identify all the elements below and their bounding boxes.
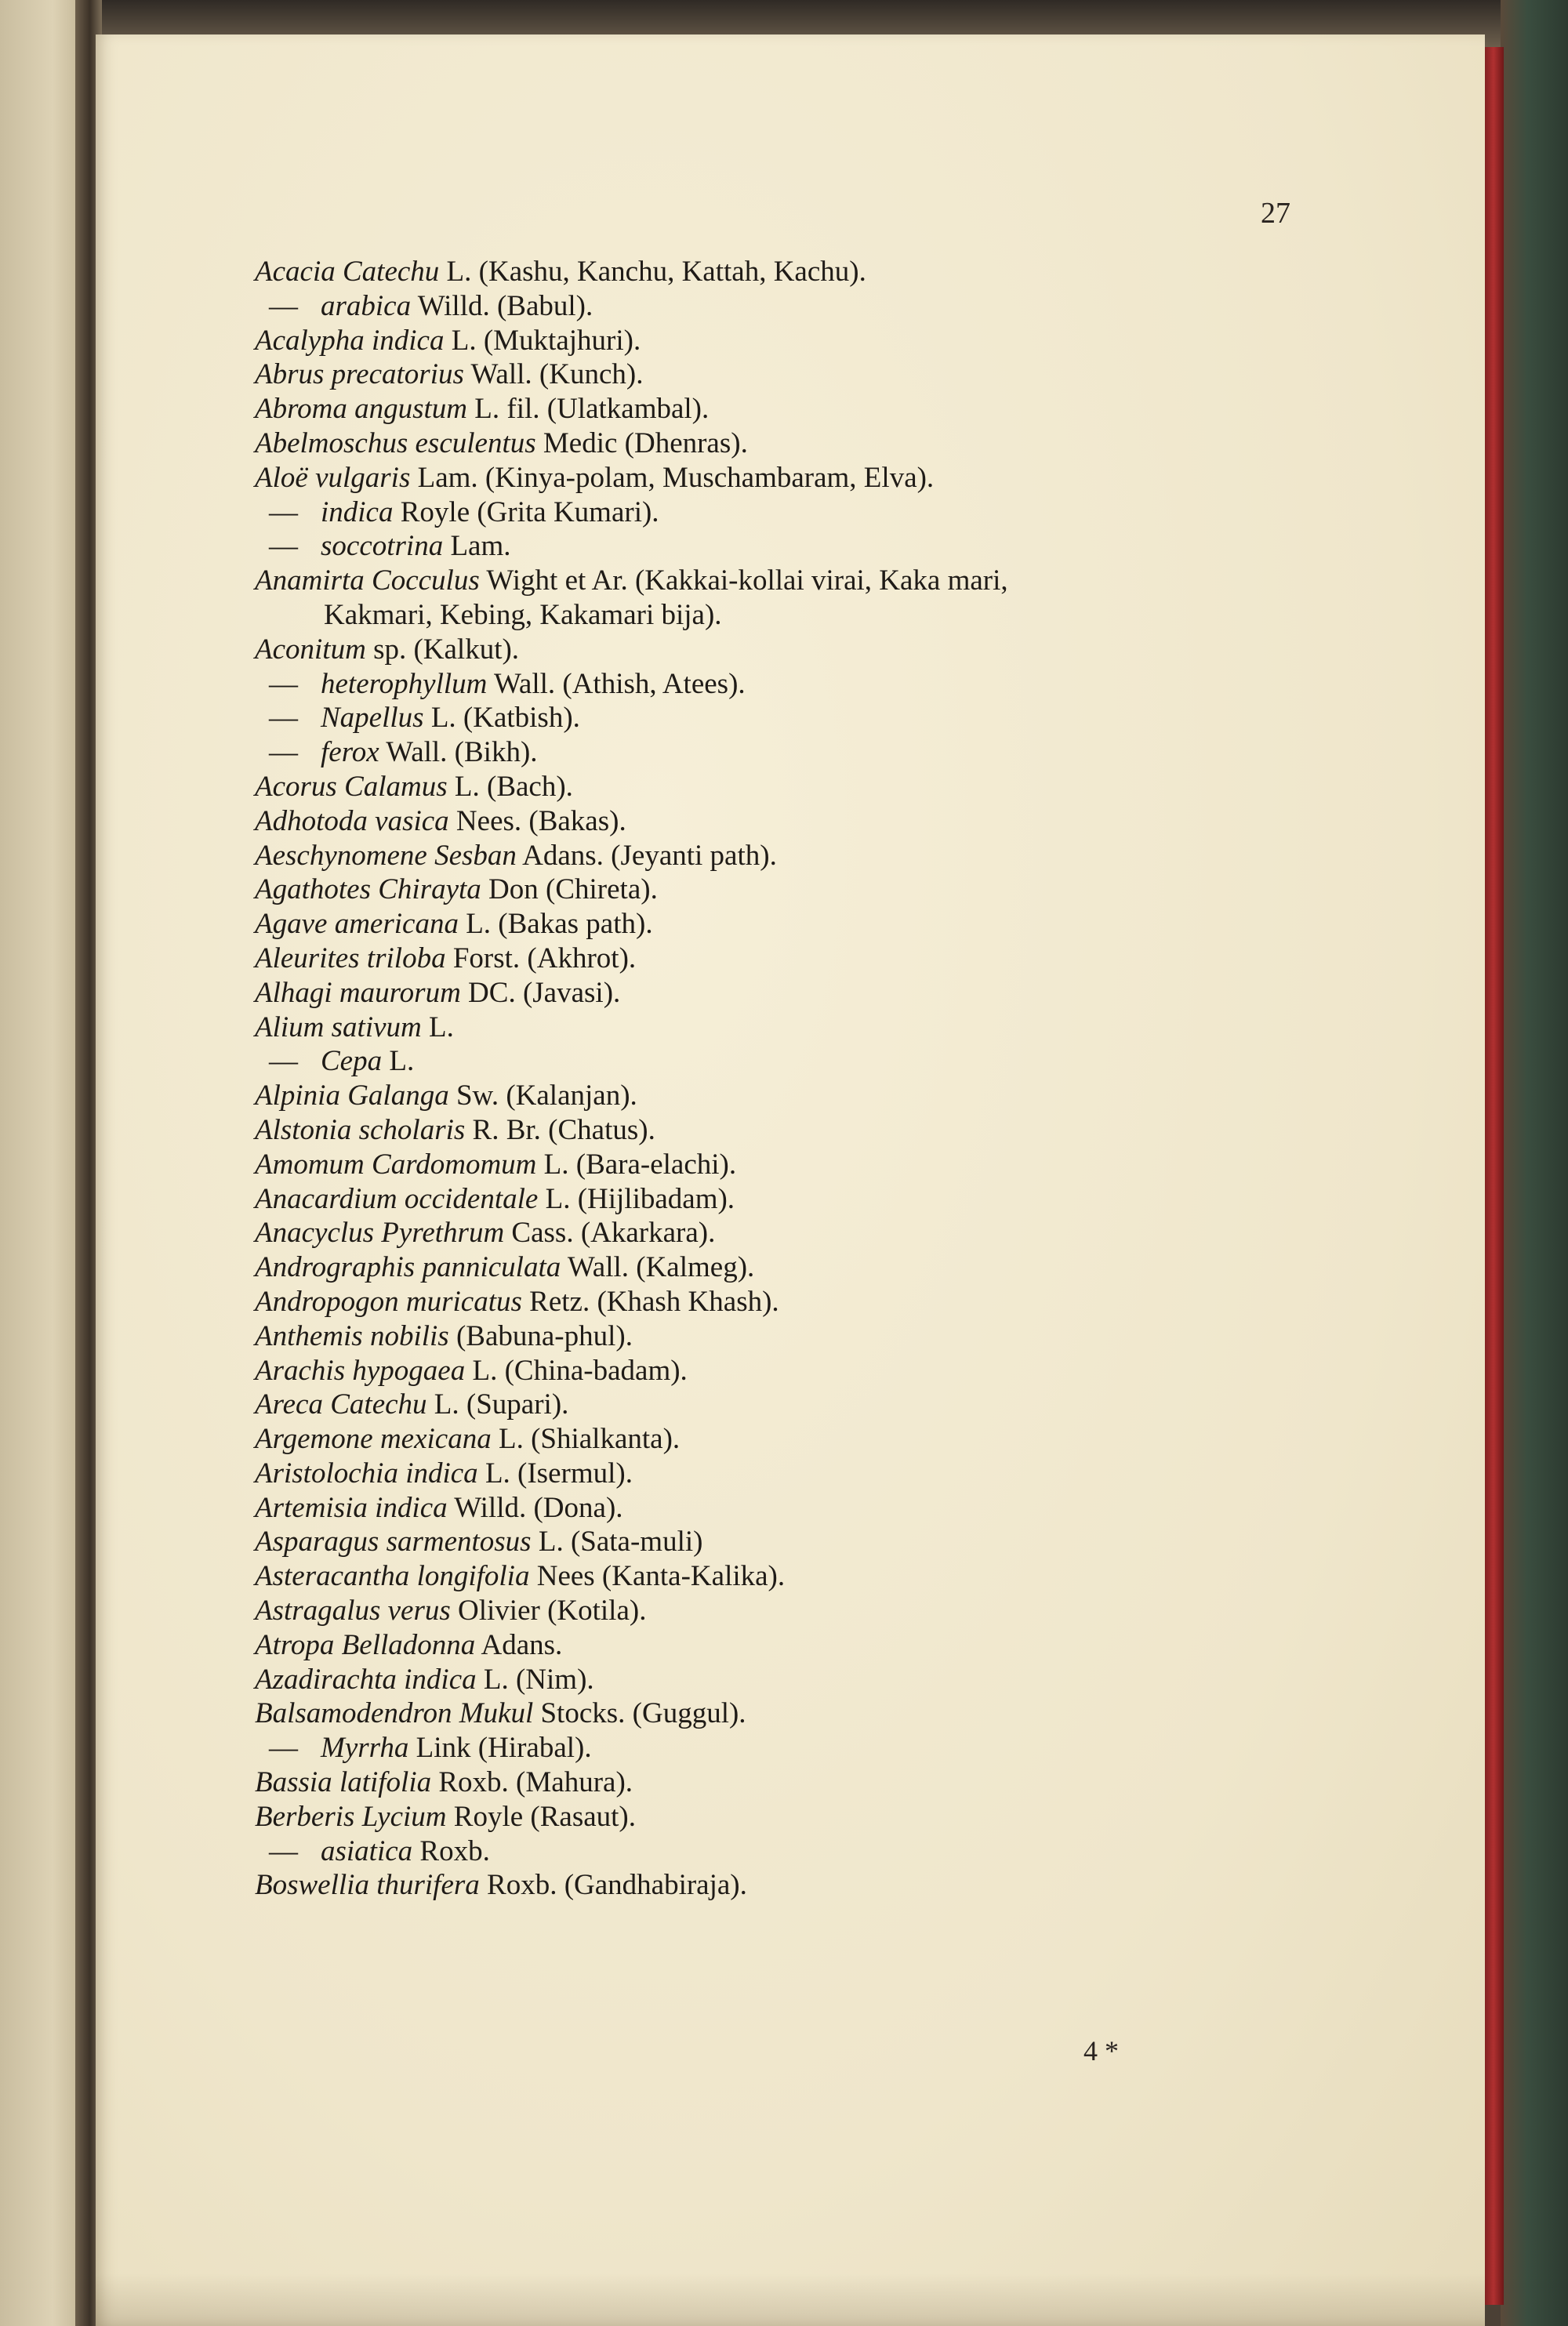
authority-and-vernacular: Link (Hirabal). xyxy=(408,1732,592,1765)
plant-entry xyxy=(255,461,1392,495)
species-name: maurorum xyxy=(339,976,461,1009)
species-name: soccotrina xyxy=(321,530,444,563)
species-name: scholaris xyxy=(358,1113,466,1146)
authority-and-vernacular: Retz. (Khash Khash). xyxy=(521,1285,779,1318)
ditto-dash: — xyxy=(269,1732,298,1765)
authority-and-vernacular: DC. (Javasi). xyxy=(460,976,621,1009)
genus-name: Abroma xyxy=(255,393,347,426)
authority-and-vernacular: L. (Nim). xyxy=(476,1663,594,1696)
species-name: indica xyxy=(375,1491,448,1524)
ditto-dash: — xyxy=(269,736,298,769)
plant-entry xyxy=(255,633,1392,667)
plant-entry xyxy=(255,1319,1392,1354)
plant-entry xyxy=(255,907,1392,942)
authority-and-vernacular: Roxb. xyxy=(412,1834,490,1867)
species-name: Catechu xyxy=(342,256,440,288)
plant-entry xyxy=(255,1696,1392,1731)
plant-entry xyxy=(255,1285,1392,1319)
authority-and-vernacular: Nees. (Bakas). xyxy=(448,804,626,837)
plant-entry xyxy=(255,1148,1392,1182)
plant-entry xyxy=(255,873,1392,907)
species-name: heterophyllum xyxy=(321,667,488,700)
species-name: Cepa xyxy=(321,1045,383,1078)
genus-name: Atropa xyxy=(255,1628,335,1661)
authority-and-vernacular: Roxb. (Mahura). xyxy=(431,1766,633,1799)
species-name: precatorius xyxy=(331,358,464,391)
authority-and-vernacular: R. Br. (Chatus). xyxy=(465,1113,655,1146)
authority-and-vernacular: Don (Chireta). xyxy=(481,873,658,906)
genus-name: Acalypha xyxy=(255,324,365,357)
genus-name: Alpinia xyxy=(255,1080,340,1112)
species-name: arabica xyxy=(321,289,412,322)
genus-name: Agathotes xyxy=(255,873,371,906)
authority-and-vernacular: L. (Katbish). xyxy=(423,702,580,735)
plant-entry xyxy=(255,392,1392,426)
entry-continuation: Kakmari, Kebing, Kakamari bija). xyxy=(324,598,722,631)
genus-name: Anamirta xyxy=(255,564,365,597)
genus-name: Arachis xyxy=(255,1354,346,1387)
species-name: vulgaris xyxy=(315,461,411,494)
plant-entry xyxy=(255,1250,1392,1285)
authority-and-vernacular: L. xyxy=(382,1045,415,1078)
plant-entry xyxy=(255,770,1392,804)
authority-and-vernacular: Lam. xyxy=(443,530,511,563)
species-name: indica xyxy=(321,495,394,528)
authority-and-vernacular: Wall. (Kunch). xyxy=(463,358,644,391)
plant-entry xyxy=(255,1388,1392,1422)
authority-and-vernacular: Adans. xyxy=(475,1628,563,1661)
plant-entry xyxy=(255,529,1392,564)
genus-name: Alium xyxy=(255,1011,325,1043)
species-name: Chirayta xyxy=(378,873,481,906)
plant-entry xyxy=(255,804,1392,839)
genus-name: Bassia xyxy=(255,1766,332,1799)
genus-name: Andropogon xyxy=(255,1285,399,1318)
genus-name: Berberis xyxy=(255,1800,355,1833)
genus-name: Anacyclus xyxy=(255,1217,375,1250)
genus-name: Asteracantha xyxy=(255,1560,410,1593)
plant-list xyxy=(255,255,1392,1903)
authority-and-vernacular: Stocks. (Guggul). xyxy=(533,1697,746,1730)
genus-name: Abrus xyxy=(255,358,325,391)
authority-and-vernacular: Roxb. (Gandhabiraja). xyxy=(479,1869,747,1902)
species-name: sativum xyxy=(331,1011,422,1043)
plant-entry xyxy=(255,1765,1392,1800)
signature-mark: 4 * xyxy=(1083,2035,1119,2067)
genus-name: Amomum xyxy=(255,1148,365,1181)
authority-and-vernacular: Wight et Ar. (Kakkai-kollai virai, Kaka mari, xyxy=(479,564,1008,597)
species-name: Napellus xyxy=(321,702,424,735)
species-name: Catechu xyxy=(330,1388,427,1421)
plant-entry xyxy=(255,701,1392,735)
plant-entry xyxy=(255,1044,1392,1079)
species-name: americana xyxy=(334,908,459,941)
species-name: sarmentosus xyxy=(386,1526,532,1559)
species-name: latifolia xyxy=(339,1766,432,1799)
authority-and-vernacular: L. (China-badam). xyxy=(465,1354,688,1387)
species-name: Myrrha xyxy=(321,1732,409,1765)
genus-name: Abelmoschus xyxy=(255,426,408,459)
species-name: Pyrethrum xyxy=(381,1217,505,1250)
authority-and-vernacular: L. (Shialkanta). xyxy=(491,1423,681,1456)
ditto-dash: — xyxy=(269,1045,298,1078)
authority-and-vernacular: Wall. (Bikh). xyxy=(379,736,538,769)
plant-entry xyxy=(255,357,1392,392)
species-name: Mukul xyxy=(459,1697,534,1730)
genus-name: Agave xyxy=(255,908,328,941)
authority-and-vernacular: L. (Bach). xyxy=(447,770,573,803)
ditto-dash: — xyxy=(269,667,298,700)
plant-entry xyxy=(255,1491,1392,1526)
authority-and-vernacular: Nees (Kanta-Kalika). xyxy=(529,1560,786,1593)
genus-name: Aloë xyxy=(255,461,308,494)
authority-and-vernacular: Willd. (Dona). xyxy=(447,1491,623,1524)
species-name: esculentus xyxy=(415,426,536,459)
plant-entry xyxy=(255,1594,1392,1628)
plant-entry xyxy=(255,495,1392,530)
authority-and-vernacular: Cass. (Akarkara). xyxy=(504,1217,716,1250)
species-name: Cocculus xyxy=(372,564,480,597)
ditto-dash: — xyxy=(269,530,298,563)
species-name: mexicana xyxy=(379,1423,492,1456)
species-name: Lycium xyxy=(361,1800,447,1833)
genus-name: Aeschynomene xyxy=(255,839,427,872)
authority-and-vernacular: L. fil. (Ulatkambal). xyxy=(467,393,710,426)
species-name: angustum xyxy=(354,393,468,426)
authority-and-vernacular: Royle (Grita Kumari). xyxy=(393,495,659,528)
plant-entry xyxy=(255,1354,1392,1388)
plant-entry xyxy=(255,1628,1392,1663)
plant-entry xyxy=(255,1800,1392,1834)
plant-entry xyxy=(255,1457,1392,1491)
species-name: longifolia xyxy=(416,1560,530,1593)
species-name: indica xyxy=(404,1663,477,1696)
plant-entry xyxy=(255,1663,1392,1697)
genus-name: Anthemis xyxy=(255,1319,363,1352)
genus-name: Astragalus xyxy=(255,1595,381,1627)
authority-and-vernacular: L. (Kashu, Kanchu, Kattah, Kachu). xyxy=(439,256,866,288)
plant-entry xyxy=(255,1079,1392,1113)
species-name: indica xyxy=(405,1457,478,1490)
species-name: ferox xyxy=(321,736,379,769)
authority-and-vernacular: Royle (Rasaut). xyxy=(446,1800,636,1833)
authority-and-vernacular: Lam. (Kinya-polam, Muschambaram, Elva). xyxy=(410,461,935,494)
authority-and-vernacular: L. (Muktajhuri). xyxy=(444,324,641,357)
plant-entry xyxy=(255,1113,1392,1148)
authority-and-vernacular: (Babuna-phul). xyxy=(448,1319,633,1352)
genus-name: Acorus xyxy=(255,770,337,803)
plant-entry xyxy=(255,667,1392,702)
species-name: vasica xyxy=(375,804,449,837)
authority-and-vernacular: L. (Isermul). xyxy=(477,1457,633,1490)
species-name: Calamus xyxy=(344,770,448,803)
species-name: Cardomomum xyxy=(372,1148,537,1181)
authority-and-vernacular: L. (Bara-elachi). xyxy=(536,1148,737,1181)
authority-and-vernacular: L. (Sata-muli) xyxy=(531,1526,703,1559)
plant-entry xyxy=(255,1559,1392,1594)
plant-entry xyxy=(255,1834,1392,1869)
book-cover-edge xyxy=(1501,0,1568,2326)
genus-name: Aconitum xyxy=(255,633,366,666)
ditto-dash: — xyxy=(269,495,298,528)
authority-and-vernacular: L. (Supari). xyxy=(426,1388,569,1421)
authority-and-vernacular: Olivier (Kotila). xyxy=(450,1595,647,1627)
plant-entry xyxy=(255,1868,1392,1903)
authority-and-vernacular: L. (Hijlibadam). xyxy=(538,1182,735,1215)
plant-entry xyxy=(255,324,1392,358)
ditto-dash: — xyxy=(269,289,298,322)
authority-and-vernacular: L. xyxy=(421,1011,454,1043)
species-name: triloba xyxy=(366,942,446,974)
genus-name: Artemisia xyxy=(255,1491,368,1524)
species-name: Sesban xyxy=(434,839,517,872)
plant-entry xyxy=(255,735,1392,770)
page-bottom-shadow xyxy=(96,2273,1485,2326)
genus-name: Boswellia xyxy=(255,1869,369,1902)
authority-and-vernacular: L. (Bakas path). xyxy=(458,908,653,941)
authority-and-vernacular: Adans. (Jeyanti path). xyxy=(516,839,777,872)
genus-name: Aleurites xyxy=(255,942,360,974)
species-name: asiatica xyxy=(321,1834,413,1867)
species-name: Galanga xyxy=(347,1080,449,1112)
page-number: 27 xyxy=(1261,197,1290,230)
genus-name: Adhotoda xyxy=(255,804,368,837)
ditto-dash: — xyxy=(269,1834,298,1867)
genus-name: Alhagi xyxy=(255,976,332,1009)
species-name: indica xyxy=(371,324,445,357)
species-name: Belladonna xyxy=(341,1628,476,1661)
genus-name: Azadirachta xyxy=(255,1663,397,1696)
plant-entry xyxy=(255,1422,1392,1457)
authority-and-vernacular: Medic (Dhenras). xyxy=(535,426,748,459)
plant-entry xyxy=(255,839,1392,873)
plant-entry xyxy=(255,564,1392,633)
authority-and-vernacular: sp. (Kalkut). xyxy=(365,633,520,666)
species-name: nobilis xyxy=(369,1319,449,1352)
genus-name: Aristolochia xyxy=(255,1457,398,1490)
plant-entry xyxy=(255,289,1392,324)
plant-entry xyxy=(255,255,1392,289)
ditto-dash: — xyxy=(269,702,298,735)
page-edge-red xyxy=(1483,47,1504,2305)
genus-name: Acacia xyxy=(255,256,336,288)
plant-entry xyxy=(255,976,1392,1011)
plant-entry xyxy=(255,1216,1392,1250)
genus-name: Alstonia xyxy=(255,1113,352,1146)
genus-name: Anacardium xyxy=(255,1182,397,1215)
species-name: thurifera xyxy=(376,1869,480,1902)
plant-entry xyxy=(255,1011,1392,1045)
species-name: occidentale xyxy=(404,1182,539,1215)
authority-and-vernacular: Wall. (Athish, Atees). xyxy=(487,667,746,700)
authority-and-vernacular: Wall. (Kalmeg). xyxy=(561,1251,755,1284)
plant-entry xyxy=(255,1182,1392,1217)
plant-entry xyxy=(255,1731,1392,1765)
genus-name: Argemone xyxy=(255,1423,373,1456)
species-name: verus xyxy=(387,1595,451,1627)
species-name: panniculata xyxy=(422,1251,561,1284)
authority-and-vernacular: Forst. (Akhrot). xyxy=(445,942,637,974)
authority-and-vernacular: Willd. (Babul). xyxy=(411,289,593,322)
species-name: hypogaea xyxy=(352,1354,466,1387)
plant-entry xyxy=(255,426,1392,461)
plant-entry xyxy=(255,1525,1392,1559)
plant-entry xyxy=(255,942,1392,976)
species-name: muricatus xyxy=(405,1285,522,1318)
genus-name: Balsamodendron xyxy=(255,1697,452,1730)
genus-name: Andrographis xyxy=(255,1251,416,1284)
genus-name: Asparagus xyxy=(255,1526,379,1559)
authority-and-vernacular: Sw. (Kalanjan). xyxy=(448,1080,637,1112)
genus-name: Areca xyxy=(255,1388,323,1421)
